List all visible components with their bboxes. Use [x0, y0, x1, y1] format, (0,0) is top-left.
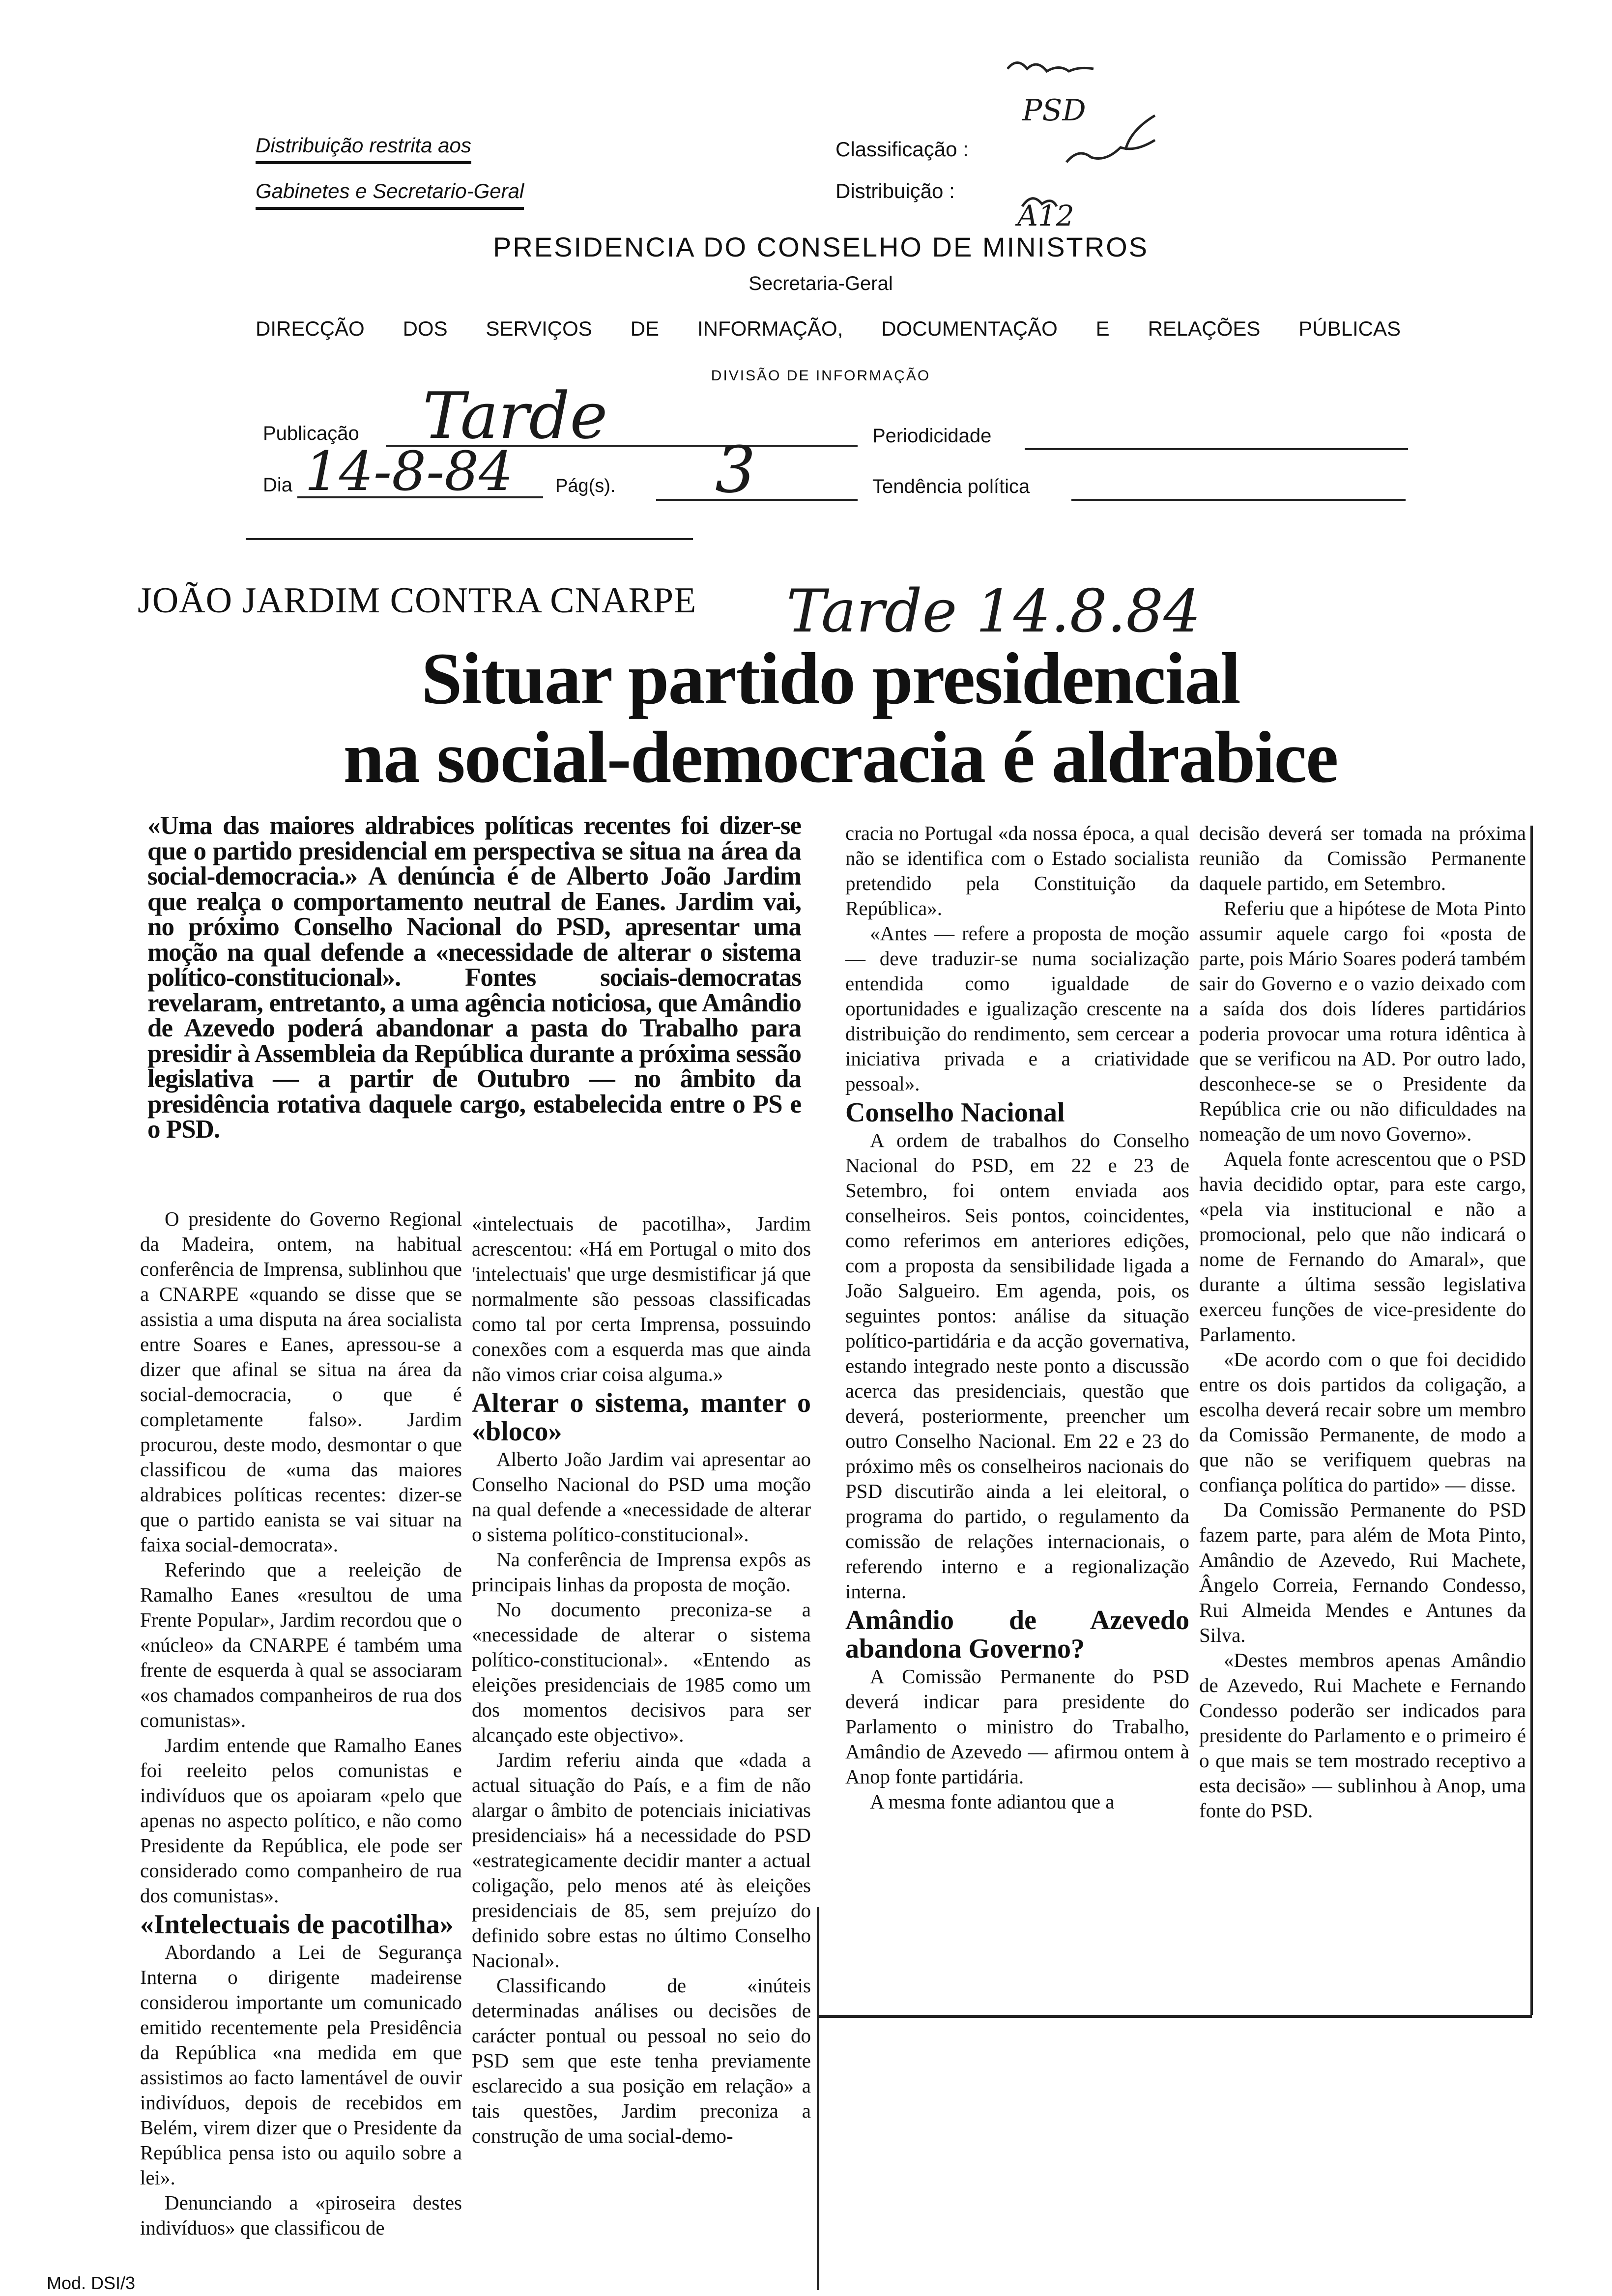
pages-field-line	[656, 499, 858, 501]
subheading-amandio-azevedo: Amândio de Azevedo abandona Governo?	[845, 1605, 1189, 1664]
clipping-edge-right	[1530, 826, 1533, 2015]
paragraph: «De acordo com o que foi decidido entre os dois partidos da coligação, a escolha deverá recair sobre um membro da Comissão Permanente, de modo a que não se verifiquem quebras na confiança política do partido» — disse.	[1199, 1348, 1526, 1496]
divider	[246, 538, 693, 540]
paragraph: Alberto João Jardim vai apresentar ao Conselho Nacional do PSD uma moção na qual defende a «necessidade de alterar o sistema político-constitucional».	[472, 1448, 811, 1546]
paragraph: Na conferência de Imprensa expôs as principais linhas da proposta de moção.	[472, 1548, 811, 1596]
publication-label: Publicação	[263, 423, 359, 444]
day-label: Dia	[263, 474, 293, 496]
paragraph: Abordando a Lei de Segurança Interna o dirigente madeirense considerou importante um comunicado emitido recentemente pela Presidência da República «na medida em que assistimos ao facto lamentável de ouvir indivíduos, depois de recebidos em Belém, virem dizer que o Presidente da República pensa isto ou aquilo sobre a lei».	[140, 1941, 462, 2189]
paragraph: Denunciando a «piroseira destes indivíduos» que classificou de	[140, 2191, 462, 2239]
handwritten-top-note: PSD	[1022, 93, 1086, 128]
lead-paragraph: «Uma das maiores aldrabices políticas recentes foi dizer-se que o partido presidencial em perspectiva se situa na área da social-democracia.» A denúncia é de Alberto João Jardim que realça o comportamento neutral de Eanes. Jardim vai, no próximo Conselho Nacional do PSD, apresentar uma moção na qual defende a «necessidade de alterar o sistema político-constitucional». Fontes sociais-democratas revelaram, entretanto, a uma agência noticiosa, que Amândio de Azevedo poderá abandonar a pasta do Trabalho para presidir à Assembleia da República durante a próxima sessão legislativa — a partir de Outubro — no âmbito da presidência rotativa daquele cargo, estabelecida entre o PS e o PSD.	[147, 811, 801, 1144]
paragraph: Referiu que a hipótese de Mota Pinto assumir aquele cargo foi «posta de parte, pois Mário Soares poderá também sair do Governo e o vazio deixado com a saída dos dois líderes partidários poderia provocar uma rotura idêntica à que se verificou na AD. Por outro lado, desconhece-se se o Presidente da República crie ou não dificuldades na nomeação de um novo Governo».	[1199, 897, 1526, 1145]
distribution-note-line1: Distribuição restrita aos	[256, 134, 471, 164]
column-border	[817, 1907, 819, 2290]
division: DIVISÃO DE INFORMAÇÃO	[711, 368, 931, 384]
paragraph: «Destes membros apenas Amândio de Azevedo, Rui Machete e Fernando Condesso poderão ser indicados para presidente do Parlamento e o primeiro é o que mais se tem mostrado receptivo a esta decisão» — sublinhou à Anop, uma fonte do PSD.	[1199, 1649, 1526, 1822]
column-3	[845, 821, 1189, 1814]
paragraph: Jardim referiu ainda que «dada a actual situação do País, e a fim de não alargar o âmbito de potenciais iniciativas presidenciais» há a necessidade do PSD «estrategicamente decidir manter a actual coligação, pelo menos até às eleições presidenciais de 85, sem prejuízo do definido sobre estas no último Conselho Nacional».	[472, 1749, 811, 1972]
institution-title: PRESIDENCIA DO CONSELHO DE MINISTROS	[493, 231, 1149, 262]
paragraph: A ordem de trabalhos do Conselho Nacional do PSD, em 22 e 23 de Setembro, foi ontem enviada aos conselheiros. Seis pontos, coincidentes, como referimos em anteriores edições, com a proposta da sensibilidade ligada a João Salgueiro. Em agenda, pois, os seguintes pontos: análise da situação político-partidária e da acção governativa, estando integrado neste ponto a discussão acerca das presidenciais, questão que deverá, posteriormente, preencher um outro Conselho Nacional. Em 22 e 23 do próximo mês os conselheiros nacionais do PSD discutirão ainda a lei eleitoral, o programa do partido, o regulamento da comissão de relações internacionais, o referendo interno e a regionalização interna.	[845, 1129, 1189, 1603]
paragraph: «intelectuais de pacotilha», Jardim acrescentou: «Há em Portugal o mito dos 'intelectuais' que urge desmistificar já que normalmente são pessoas classificadas como tal por certa Imprensa, possuindo conexões com a esquerda mas que ainda não vimos criar coisa alguma.»	[472, 1212, 811, 1385]
tendency-field-line	[1071, 499, 1406, 501]
paragraph: O presidente do Governo Regional da Madeira, ontem, na habitual conferência de Imprensa, sublinhou que a CNARPE «quando se disse que se assistia a uma disputa na área socialista entre Soares e Eanes, apressou-se a dizer que afinal se situa na área da social-democracia, o que é completamente falso». Jardim procurou, deste modo, desmontar o que classificou de «uma das maiores aldrabices políticas recentes: dizer-se que o partido eanista se vai situar na faixa social-democrata».	[140, 1207, 462, 1556]
form-code: Mod. DSI/3	[47, 2273, 136, 2293]
article-kicker: JOÃO JARDIM CONTRA CNARPE	[138, 580, 697, 621]
tendency-label: Tendência política	[872, 476, 1030, 497]
paragraph: No documento preconiza-se a «necessidade de alterar o sistema político-constitucional». «Entendo as eleições presidenciais de 1985 como um dos momentos decisivos para ser alcançado este objectivo».	[472, 1598, 811, 1746]
subheading-intelectuais: «Intelectuais de pacotilha»	[140, 1909, 454, 1940]
distribution-note-2	[256, 179, 524, 210]
paragraph: Jardim entende que Ramalho Eanes foi reeleito pelos comunistas e indivíduos que os apoiaram «pelo que apenas no aspecto político, e não como Presidente da República, ele pode ser considerado como companheiro de rua dos comunistas».	[140, 1734, 462, 1907]
pages-label: Pág(s).	[555, 476, 616, 496]
paragraph: «Antes — refere a proposta de moção — deve traduzir-se numa socialização entendida como igualdade de oportunidades e igualização crescente na distribuição do rendimento, sem cercear a iniciativa privada e a criatividade pessoal».	[845, 922, 1189, 1095]
article-lead	[147, 813, 801, 1143]
paragraph: A mesma fonte adiantou que a	[870, 1790, 1115, 1813]
headline-line2: na social-democracia é aldrabice	[343, 717, 1338, 798]
paragraph: Classificando de «inúteis determinadas análises ou decisões de carácter pontual ou pessoal no seio do PSD sem que este tenha previamente esclarecido a sua posição em relação» a tais questões, Jardim preconiza a construção de uma social-demo-	[472, 1974, 811, 2147]
distribution-label: Distribuição :	[835, 179, 955, 202]
handwritten-article-note: Tarde 14.8.84	[786, 577, 1201, 646]
paragraph: Referindo que a reeleição de Ramalho Eanes «resultou de uma Frente Popular», Jardim recordou que o «núcleo» da CNARPE é também uma frente de esquerda à qual se associaram «os chamados companheiros de rua dos comunistas».	[140, 1558, 462, 1731]
subheading-conselho-nacional: Conselho Nacional	[845, 1097, 1065, 1128]
headline-line1: Situar partido presidencial	[421, 638, 1240, 719]
paragraph: decisão deverá ser tomada na próxima reunião da Comissão Permanente daquele partido, em Setembro.	[1199, 822, 1526, 894]
paragraph: A Comissão Permanente do PSD deverá indicar para presidente do Parlamento o ministro do Trabalho, Amândio de Azevedo — afirmou ontem à Anop fonte partidária.	[845, 1665, 1189, 1788]
secretariat: Secretaria-Geral	[748, 273, 893, 294]
paragraph: Aquela fonte acrescentou que o PSD havia decidido optar, para este cargo, «pela via institucional e não a promocional, pelo que não indicará o nome de Fernando do Amaral», que durante a última sessão legislativa exerceu funções de vice-presidente do Parlamento.	[1199, 1148, 1526, 1346]
periodicity-field-line	[1025, 448, 1408, 450]
publication-value: Tarde	[423, 378, 608, 453]
clipping-edge-bottom	[818, 2015, 1532, 2018]
periodicity-label: Periodicidade	[872, 425, 992, 447]
distribution-note-line2: Gabinetes e Secretario-Geral	[256, 179, 524, 210]
column-1	[140, 1206, 462, 2240]
classification-label: Classificação :	[835, 138, 969, 161]
pages-value: 3	[715, 432, 756, 507]
distribution-note	[256, 134, 471, 164]
directorate: DIRECÇÃO DOS SERVIÇOS DE INFORMAÇÃO, DOCUMENTAÇÃO E RELAÇÕES PÚBLICAS	[256, 317, 1401, 340]
paragraph: Da Comissão Permanente do PSD fazem parte, para além de Mota Pinto, Amândio de Azevedo, Rui Machete, Ângelo Correia, Fernando Condesso, Rui Almeida Mendes e Antunes da Silva.	[1199, 1498, 1526, 1646]
day-value: 14-8-84	[305, 440, 514, 503]
subheading-alterar-sistema: Alterar o sistema, manter o «bloco»	[472, 1388, 811, 1447]
handwritten-scribbles	[993, 49, 1248, 226]
column-4	[1199, 821, 1526, 1823]
column-2	[472, 1211, 811, 2149]
paragraph: cracia no Portugal «da nossa época, a qual não se identifica com o Estado socialista pretendido pela Constituição da República».	[845, 822, 1189, 919]
handwritten-distribution: A12	[1017, 199, 1074, 232]
